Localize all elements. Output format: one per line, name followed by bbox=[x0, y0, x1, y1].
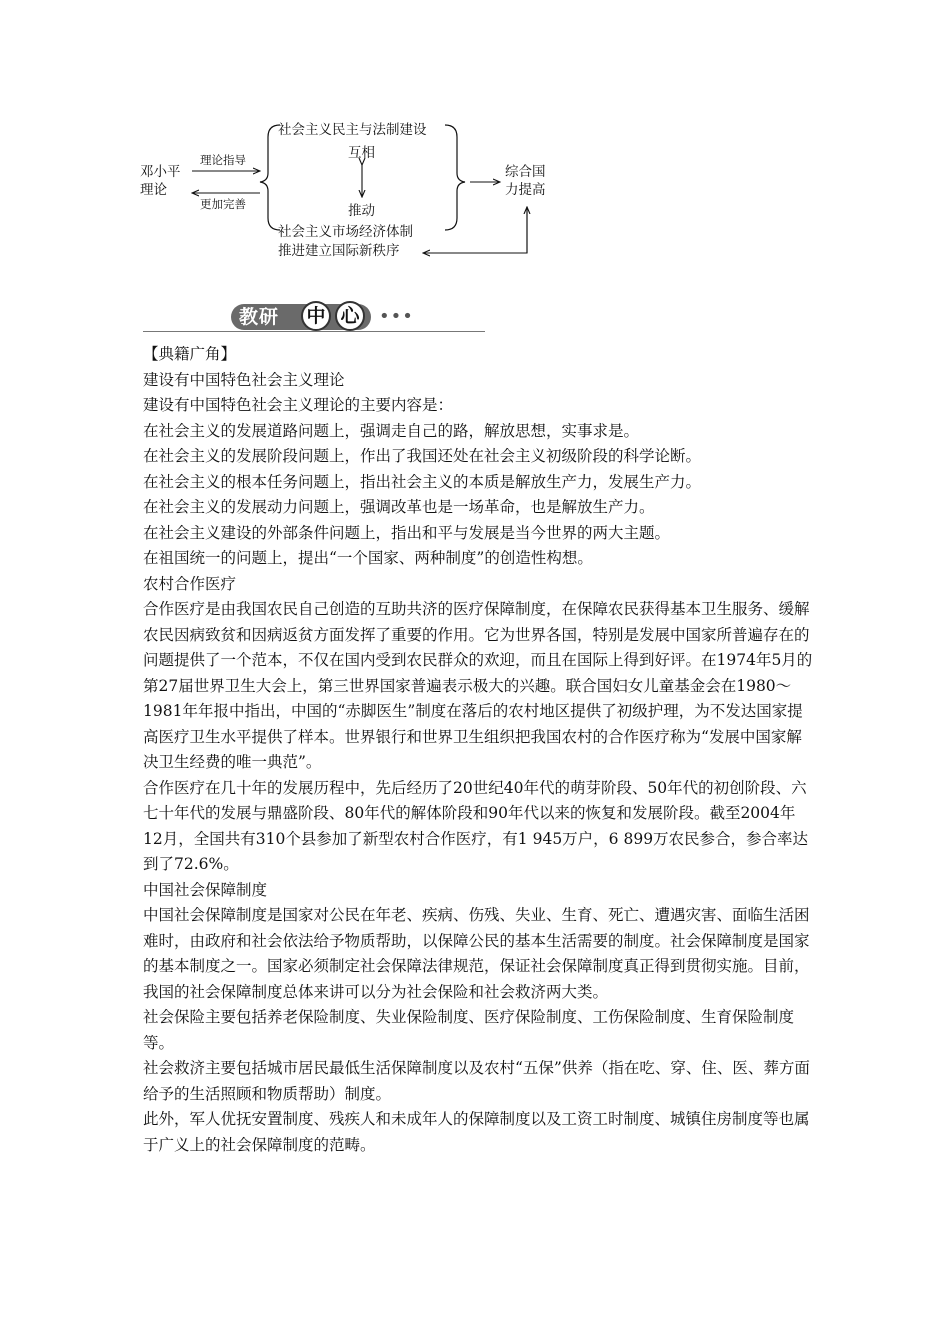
article-body bbox=[143, 342, 813, 1158]
right-brace bbox=[445, 125, 465, 230]
feedback-arrow bbox=[423, 207, 527, 253]
topic-title: 建设有中国特色社会主义理论 bbox=[143, 370, 345, 389]
paragraph: 社会救济主要包括城市居民最低生活保障制度以及农村“五保”供养（指在吃、穿、住、医、葬方面给予的生活照顾和物质帮助）制度。 bbox=[143, 1059, 810, 1103]
paragraph: 在祖国统一的问题上，提出“一个国家、两种制度”的创造性构想。 bbox=[143, 549, 593, 567]
section-heading: 【典籍广角】 bbox=[143, 345, 237, 363]
result-line2: 力提高 bbox=[505, 182, 546, 198]
paragraph: 在社会主义建设的外部条件问题上，指出和平与发展是当今世界的两大主题。 bbox=[143, 523, 671, 542]
paragraph: 此外，军人优抚安置制度、残疾人和未成年人的保障制度以及工资工时制度、城镇住房制度等也属于广义上的社会保障制度的范畴。 bbox=[143, 1110, 810, 1154]
topic-title: 农村合作医疗 bbox=[143, 574, 237, 593]
mutual-top-label: 互相 bbox=[348, 145, 375, 161]
paragraph: 在社会主义的发展道路问题上，强调走自己的路，解放思想，实事求是。 bbox=[143, 421, 640, 440]
paragraph: 建设有中国特色社会主义理论的主要内容是： bbox=[143, 396, 454, 414]
paragraph: 合作医疗是由我国农民自己创造的互助共济的医疗保障制度，在保障农民获得基本卫生服务、缓解农民因病致贫和因病返贫方面发挥了重要的作用。它为世界各国，特别是发展中国家所普遍存在的问题提供了一个范本，不仅在国内受到农民群众的欢迎，而且在国际上得到好评。在1974年5月的第27届世界卫生大会上，第三世界国家普遍表示极大的兴趣。联合国妇女儿童基金会在1980～1981年年报中指出，中国的“赤脚医生”制度在落后的农村地区提供了初级护理，为不发达国家提高医疗卫生水平提供了样本。世界银行和世界卫生组织把我国农村的合作医疗称为“发展中国家解决卫生经费的唯一典范”。 bbox=[143, 600, 813, 771]
paragraph: 合作医疗在几十年的发展历程中，先后经历了20世纪40年代的萌芽阶段、50年代的初创阶段、六七十年代的发展与鼎盛阶段、80年代的解体阶段和90年代以来的恢复和发展阶段。截至2004年12月，全国共有310个县参加了新型农村合作医疗，有1 945万户，6 899万农民参合，参合率达到了72.6%。 bbox=[143, 778, 809, 873]
theory-diagram bbox=[140, 115, 560, 265]
improve-label: 更加完善 bbox=[200, 197, 246, 211]
left-label-line1: 邓小平 bbox=[140, 164, 181, 180]
item-democracy-law: 社会主义民主与法制建设 bbox=[278, 122, 427, 138]
banner-divider bbox=[143, 331, 485, 332]
item-market-economy: 社会主义市场经济体制 bbox=[278, 224, 413, 240]
paragraph: 在社会主义的发展动力问题上，强调改革也是一场革命，也是解放生产力。 bbox=[143, 498, 655, 516]
result-line1: 综合国 bbox=[505, 164, 546, 180]
banner-text: 教研 bbox=[239, 306, 280, 328]
paragraph: 中国社会保障制度是国家对公民在年老、疾病、伤残、失业、生育、死亡、遭遇灾害、面临生活困难时，由政府和社会依法给予物质帮助，以保障公民的基本生活需要的制度。社会保障制度是国家的基本制度之一。国家必须制定社会保障法律规范，保证社会保障制度真正得到贯彻实施。目前，我国的社会保障制度总体来讲可以分为社会保险和社会救济两大类。 bbox=[143, 906, 810, 1001]
banner-dots: ••• bbox=[379, 306, 414, 327]
paragraph: 社会保险主要包括养老保险制度、失业保险制度、医疗保险制度、工伤保险制度、生育保险制度等。 bbox=[143, 1008, 795, 1052]
item-international-order: 推进建立国际新秩序 bbox=[278, 243, 400, 259]
banner-circle-char2: 心 bbox=[335, 301, 365, 331]
left-brace bbox=[260, 125, 280, 230]
guide-label: 理论指导 bbox=[200, 153, 246, 167]
paragraph: 在社会主义的发展阶段问题上，作出了我国还处在社会主义初级阶段的科学论断。 bbox=[143, 447, 702, 465]
topic-title: 中国社会保障制度 bbox=[143, 880, 268, 899]
left-label-line2: 理论 bbox=[140, 182, 167, 198]
mutual-bottom-label: 推动 bbox=[348, 203, 375, 219]
paragraph: 在社会主义的根本任务问题上，指出社会主义的本质是解放生产力，发展生产力。 bbox=[143, 472, 702, 491]
section-banner bbox=[143, 300, 485, 336]
banner-circle-char1: 中 bbox=[301, 301, 331, 331]
